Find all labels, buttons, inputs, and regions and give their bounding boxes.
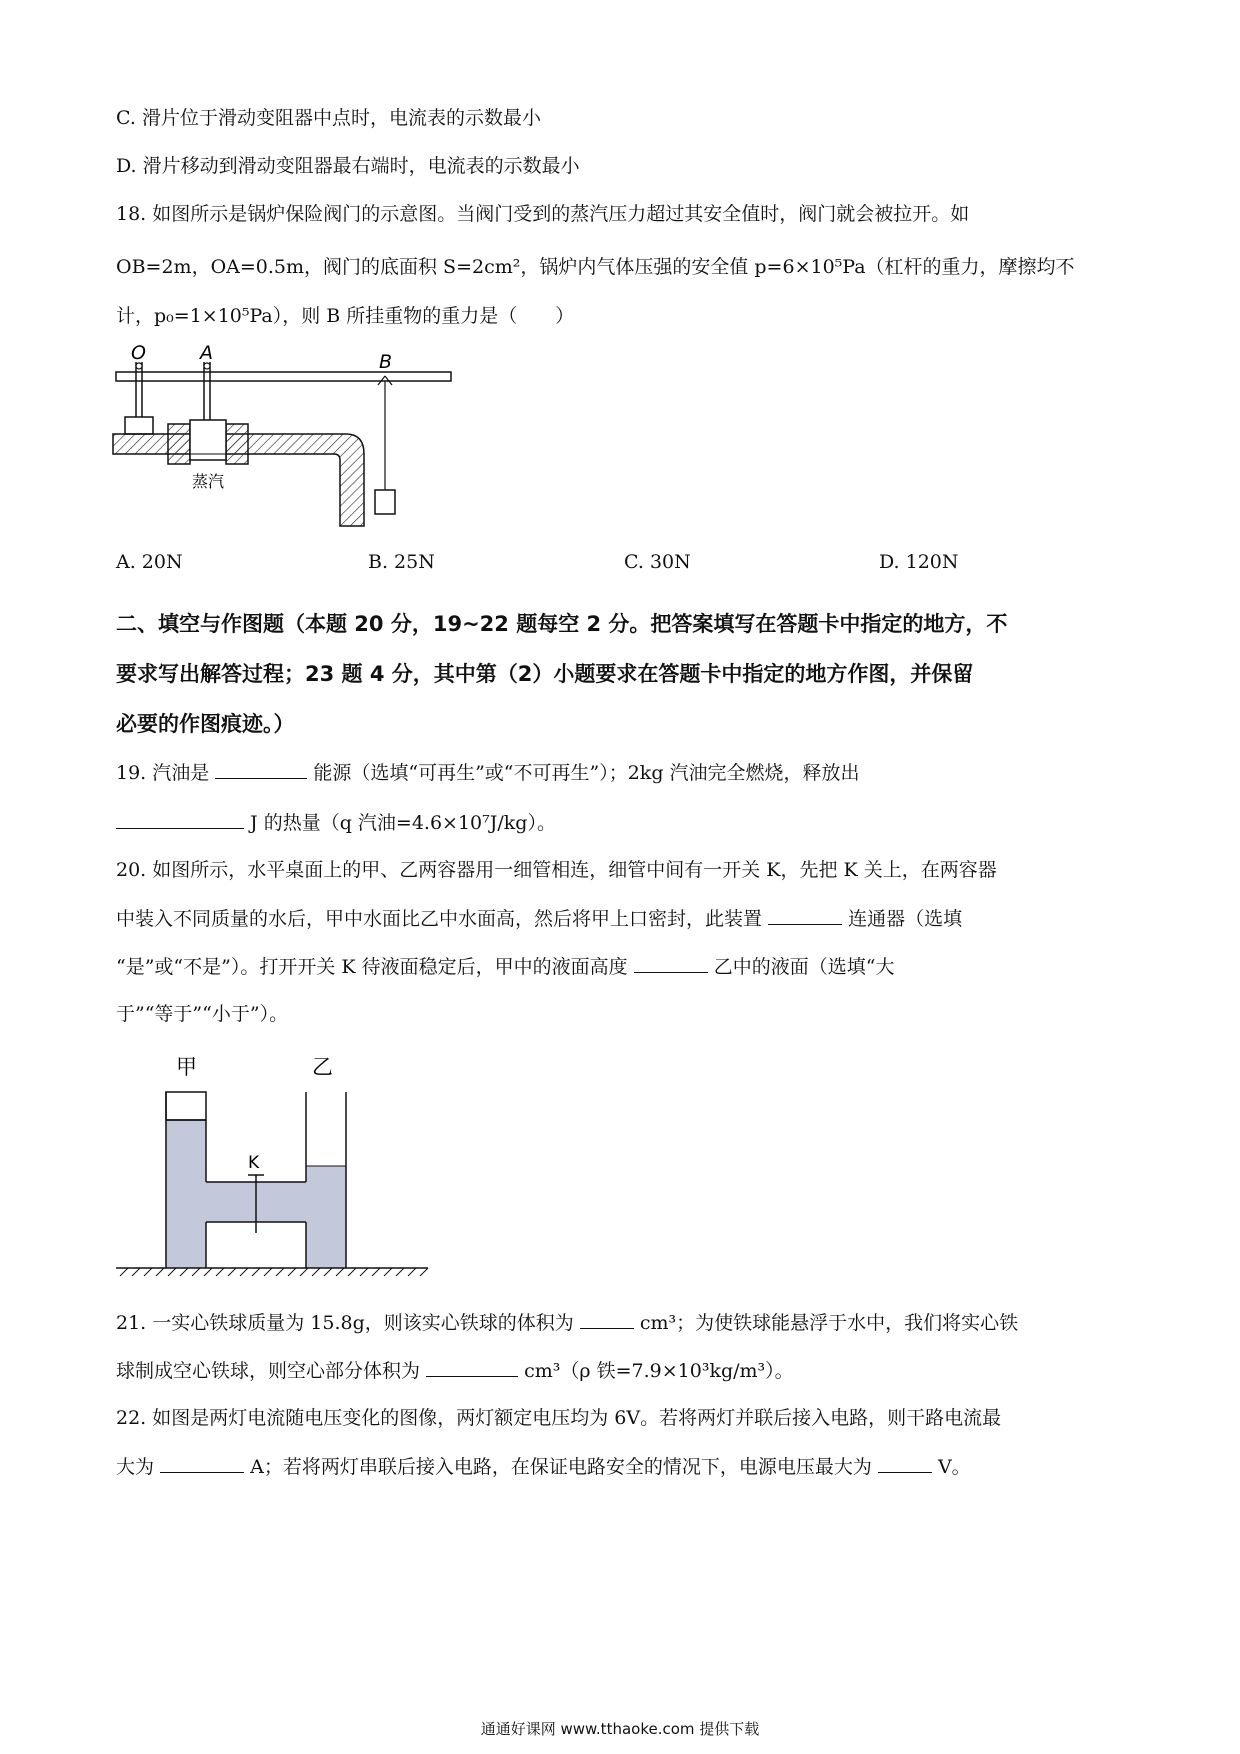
q18-option-d: D. 120N <box>879 551 959 573</box>
q19-text-b: 能源（选填“可再生”或“不可再生”）；2kg 汽油完全燃烧，释放出 <box>313 762 860 784</box>
q21-line2 <box>116 1356 794 1385</box>
connected-containers-figure <box>112 1048 432 1278</box>
q20-line2 <box>116 904 962 933</box>
pivot-base <box>125 417 153 434</box>
q21-blank-2[interactable] <box>426 1356 518 1377</box>
section2-heading-line1: 二、填空与作图题（本题 20 分，19~22 题每空 2 分。把答案填写在答题卡中指定的地方，不 <box>116 612 1008 636</box>
label-jia: 甲 <box>176 1055 197 1079</box>
q22-text-a: 大为 <box>116 1456 155 1478</box>
q20-blank-1[interactable] <box>768 904 842 925</box>
q18-option-b: B. 25N <box>368 551 435 573</box>
q20-line4: 于”“等于”“小于”）。 <box>116 1003 289 1025</box>
q19-text-c: J 的热量（q 汽油=4.6×10⁷J/kg）。 <box>250 812 556 834</box>
q21-text-d: cm³（ρ 铁=7.9×10³kg/m³）。 <box>524 1360 794 1382</box>
q20-text-a: 中装入不同质量的水后，甲中水面比乙中水面高，然后将甲上口密封，此装置 <box>116 908 763 930</box>
q22-line2 <box>116 1452 971 1481</box>
boiler-valve-figure <box>108 342 458 532</box>
q22-line1: 22. 如图是两灯电流随电压变化的图像，两灯额定电压均为 6V。若将两灯并联后接入电路，则干路电流最 <box>116 1407 1002 1429</box>
q20-text-d: 乙中的液面（选填“大 <box>713 956 895 978</box>
label-b: B <box>379 351 393 373</box>
q22-blank-1[interactable] <box>160 1452 244 1473</box>
q19-blank-2[interactable] <box>116 808 244 829</box>
section2-heading-line2: 要求写出解答过程；23 题 4 分，其中第（2）小题要求在答题卡中指定的地方作图，并保留 <box>116 662 974 686</box>
q20-line3 <box>116 952 894 981</box>
q18-stem-line3: 计，p₀=1×10⁵Pa），则 B 所挂重物的重力是（ ） <box>116 305 575 327</box>
q22-text-b: A；若将两灯串联后接入电路，在保证电路安全的情况下，电源电压最大为 <box>250 1456 872 1478</box>
q20-text-b: 连通器（选填 <box>848 908 963 930</box>
q21-text-c: 球制成空心铁球，则空心部分体积为 <box>116 1360 421 1382</box>
q18-option-a: A. 20N <box>116 551 183 573</box>
q19-text-a: 19. 汽油是 <box>116 762 210 784</box>
q17-option-c: C. 滑片位于滑动变阻器中点时，电流表的示数最小 <box>116 107 541 129</box>
q19-line1 <box>116 758 860 787</box>
q20-blank-2[interactable] <box>634 952 708 973</box>
q21-text-b: cm³；为使铁球能悬浮于水中，我们将实心铁 <box>639 1312 1019 1334</box>
q22-blank-2[interactable] <box>878 1452 932 1473</box>
hanging-weight <box>375 490 395 514</box>
q22-text-c: V。 <box>937 1456 971 1478</box>
q18-stem-line1: 18. 如图所示是锅炉保险阀门的示意图。当阀门受到的蒸汽压力超过其安全值时，阀门就会被拉开。如 <box>116 203 970 225</box>
q21-blank-1[interactable] <box>580 1308 634 1329</box>
q21-text-a: 21. 一实心铁球质量为 15.8g，则该实心铁球的体积为 <box>116 1312 574 1334</box>
label-a: A <box>200 342 213 364</box>
q20-text-c: “是”或“不是”）。打开开关 K 待液面稳定后，甲中的液面高度 <box>116 956 628 978</box>
q19-line2 <box>116 808 556 837</box>
page-footer: 通通好课网 www.tthaoke.com 提供下载 <box>480 1720 760 1738</box>
label-yi: 乙 <box>312 1055 333 1079</box>
q18-stem-line2: OB=2m，OA=0.5m，阀门的底面积 S=2cm²，锅炉内气体压强的安全值 p=6×10⁵Pa（杠杆的重力，摩擦均不 <box>116 256 1075 278</box>
q21-line1 <box>116 1308 1018 1337</box>
lever-bar <box>116 372 451 381</box>
q18-option-c: C. 30N <box>624 551 691 573</box>
q20-line1: 20. 如图所示，水平桌面上的甲、乙两容器用一细管相连，细管中间有一开关 K，先把 K 关上，在两容器 <box>116 859 997 881</box>
label-o: O <box>131 342 146 364</box>
label-k: K <box>248 1153 260 1173</box>
q17-option-d: D. 滑片移动到滑动变阻器最右端时，电流表的示数最小 <box>116 155 580 177</box>
section2-heading-line3: 必要的作图痕迹。） <box>116 712 295 736</box>
label-steam: 蒸汽 <box>192 472 225 491</box>
container-jia-air <box>166 1092 206 1120</box>
q19-blank-1[interactable] <box>215 758 307 779</box>
